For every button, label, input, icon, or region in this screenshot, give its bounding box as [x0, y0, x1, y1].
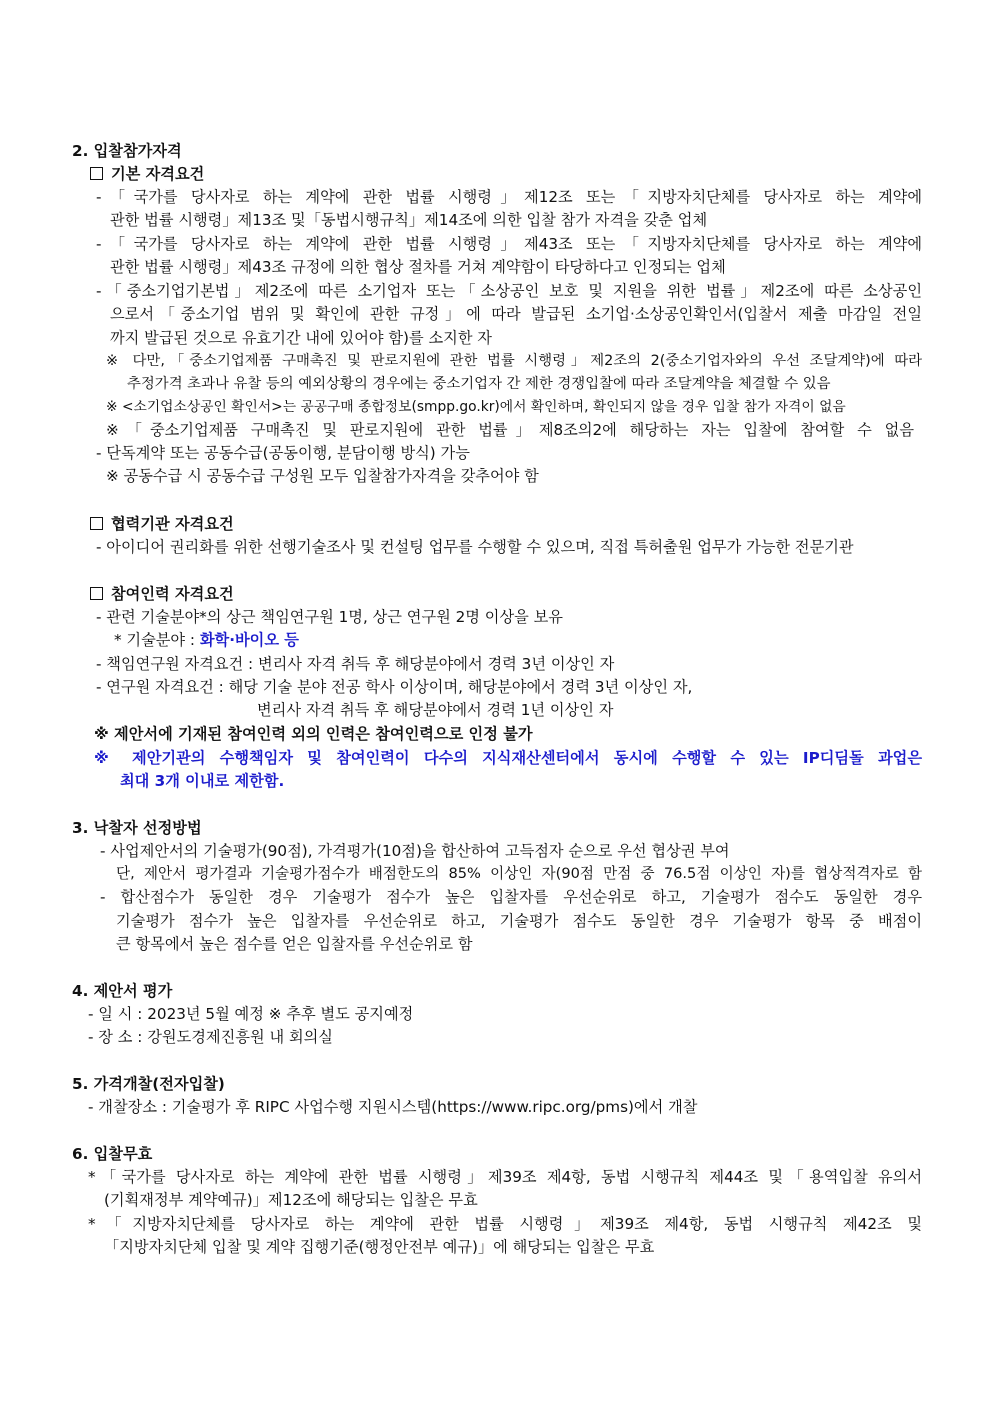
partner-item-1: - 아이디어 권리화를 위한 선행기술조사 및 컨설팅 업무를 수행할 수 있으며, 직접 특허출원 업무가 가능한 전문기관: [96, 538, 854, 556]
basic-note-1a: ※ 다만,「중소기업제품 구매촉진 및 판로지원에 관한 법률 시행령」제2조의 2(중소기업자와의 우선 조달계약)에 따라: [106, 353, 922, 369]
basic-note-2: ※ <소기업소상공인 확인서>는 공공구매 종합정보(smpp.go.kr)에서 확인하며, 확인되지 않을 경우 입찰 참가 자격이 없음: [106, 399, 846, 415]
staff-item-1: - 관련 기술분야*의 상근 책임연구원 1명, 상근 연구원 2명 이상을 보유: [96, 608, 563, 626]
staff-item-field: * 기술분야 : 화학·바이오 등: [114, 631, 299, 649]
basic-item-1a: -「국가를 당사자로 하는 계약에 관한 법률 시행령」제12조 또는「지방자치단체를 당사자로 하는 계약에: [96, 188, 922, 206]
basic-item-2a: -「국가를 당사자로 하는 계약에 관한 법률 시행령」제43조 또는「지방자치단체를 당사자로 하는 계약에: [96, 235, 922, 253]
checkbox-square-icon: [90, 587, 103, 600]
invalid-item-2a: *「지방자치단체를 당사자로 하는 계약에 관한 법률 시행령」제39조 제4항, 동법 시행규칙 제42조 및: [88, 1215, 922, 1233]
basic-note-3: ※「중소기업제품 구매촉진 및 판로지원에 관한 법률」제8조의2에 해당하는 자는 입찰에 참여할 수 없음: [106, 421, 914, 439]
selection-item-3c: 큰 항목에서 높은 점수를 얻은 입찰자를 우선순위로 함: [116, 935, 473, 953]
basic-note-4: ※ 공동수급 시 공동수급 구성원 모두 입찰참가자격을 갖추어야 함: [106, 467, 539, 485]
basic-item-1b: 관한 법률 시행령」제13조 및「동법시행규칙」제14조에 의한 입찰 참가 자격을 갖춘 업체: [110, 211, 708, 229]
basic-qualification-heading: 기본 자격요건: [90, 164, 204, 184]
checkbox-square-icon: [90, 517, 103, 530]
section-4-title: 4. 제안서 평가: [72, 982, 173, 1000]
invalid-item-2b: 「지방자치단체 입찰 및 계약 집행기준(행정안전부 예규)」에 해당되는 입찰은 무효: [104, 1238, 655, 1256]
invalid-item-1a: *「국가를 당사자로 하는 계약에 관한 법률 시행령」제39조 제4항, 동법 시행규칙 제44조 및「용역입찰 유의서: [88, 1168, 922, 1186]
selection-item-1: - 사업제안서의 기술평가(90점), 가격평가(10점)을 합산하여 고득점자 순으로 우선 협상권 부여: [100, 842, 730, 860]
section-6-title: 6. 입찰무효: [72, 1145, 153, 1163]
staff-qualification-heading: 참여인력 자격요건: [90, 584, 234, 604]
staff-item-lead: - 책임연구원 자격요건 : 변리사 자격 취득 후 해당분야에서 경력 3년 이상인 자: [96, 655, 615, 673]
basic-item-3a: -「중소기업기본법」제2조에 따른 소기업자 또는「소상공인 보호 및 지원을 위한 법률」제2조에 따른 소상공인: [96, 282, 922, 300]
selection-item-3a: - 합산점수가 동일한 경우 기술평가 점수가 높은 입찰자를 우선순위로 하고, 기술평가 점수도 동일한 경우: [100, 888, 922, 906]
staff-note-2a: ※ 제안기관의 수행책임자 및 참여인력이 다수의 지식재산센터에서 동시에 수행할 수 있는 IP디딤돌 과업은: [94, 749, 922, 767]
evaluation-place: - 장 소 : 강원도경제진흥원 내 회의실: [88, 1028, 333, 1046]
staff-item-researcher-2: 변리사 자격 취득 후 해당분야에서 경력 1년 이상인 자: [257, 701, 614, 719]
evaluation-date: - 일 시 : 2023년 5월 예정 ※ 추후 별도 공지예정: [88, 1005, 414, 1023]
section-3-title: 3. 낙찰자 선정방법: [72, 819, 202, 837]
opening-place: - 개찰장소 : 기술평가 후 RIPC 사업수행 지원시스템(https://www.ripc.org/pms)에서 개찰: [88, 1098, 698, 1116]
selection-item-3b: 기술평가 점수가 높은 입찰자를 우선순위로 하고, 기술평가 점수도 동일한 경우 기술평가 항목 중 배점이: [116, 912, 922, 930]
basic-item-4: - 단독계약 또는 공동수급(공동이행, 분담이행 방식) 가능: [96, 444, 470, 462]
basic-item-3c: 까지 발급된 것으로 유효기간 내에 있어야 함)를 소지한 자: [110, 329, 492, 347]
staff-item-researcher: - 연구원 자격요건 : 해당 기술 분야 전공 학사 이상이며, 해당분야에서 경력 3년 이상인 자,: [96, 678, 693, 696]
basic-item-3b: 으로서「중소기업 범위 및 확인에 관한 규정」에 따라 발급된 소기업·소상공인확인서(입찰서 제출 마감일 전일: [110, 305, 922, 323]
staff-note-2b: 최대 3개 이내로 제한함.: [120, 772, 285, 790]
invalid-item-1b: (기획재정부 계약예규)」제12조에 해당되는 입찰은 무효: [104, 1191, 478, 1209]
section-5-title: 5. 가격개찰(전자입찰): [72, 1075, 225, 1093]
section-2-title: 2. 입찰참가자격: [72, 142, 182, 160]
basic-note-1b: 추정가격 초과나 유찰 등의 예외상황의 경우에는 중소기업자 간 제한 경쟁입찰에 따라 조달계약을 체결할 수 있음: [127, 376, 831, 392]
checkbox-square-icon: [90, 167, 103, 180]
basic-item-2b: 관한 법률 시행령」제43조 규정에 의한 협상 절차를 거쳐 계약함이 타당하다고 인정되는 업체: [110, 258, 726, 276]
staff-note-1: ※ 제안서에 기재된 참여인력 외의 인력은 참여인력으로 인정 불가: [94, 725, 533, 743]
selection-item-2: 단, 제안서 평가결과 기술평가점수가 배점한도의 85% 이상인 자(90점 만점 중 76.5점 이상인 자)를 협상적격자로 함: [116, 865, 922, 882]
partner-qualification-heading: 협력기관 자격요건: [90, 514, 234, 534]
tech-field-value: 화학·바이오 등: [199, 631, 299, 649]
